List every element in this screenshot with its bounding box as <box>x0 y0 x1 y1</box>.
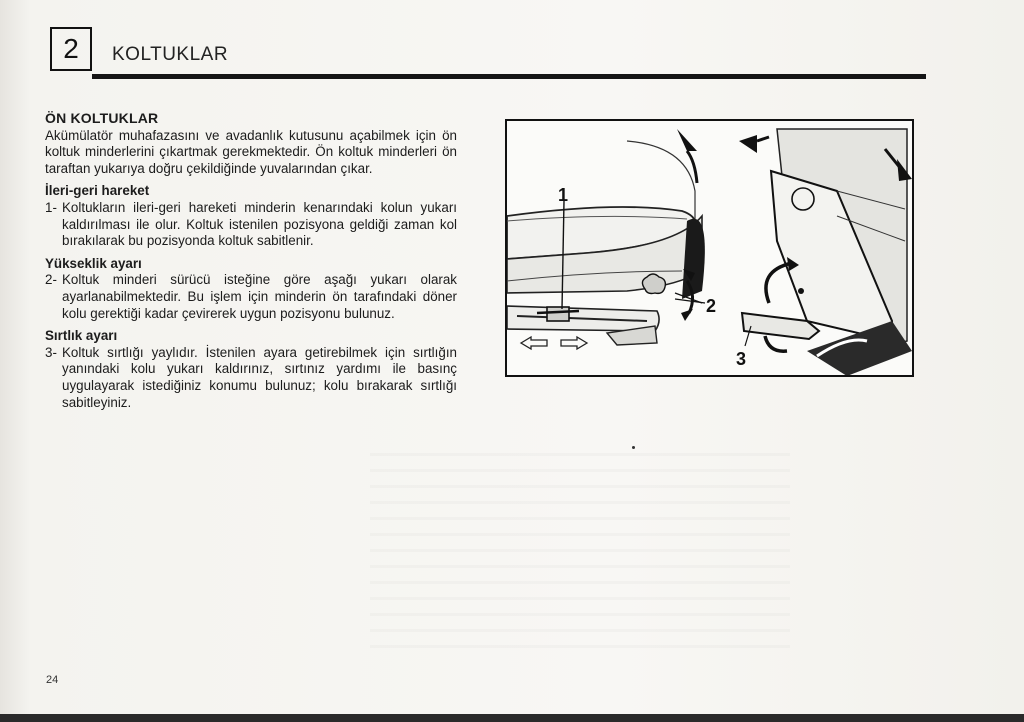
text-column <box>45 110 457 411</box>
intro-paragraph: Akümülatör muhafazasını ve avadanlık kutusunu açabilmek için ön koltuk minderlerini çıkartmak gerekmektedir. Ön koltuk minderleri ön taraftan yukarıya doğru çekildiğinde yuvalarından çıkar. <box>45 127 457 176</box>
seat-adjustment-figure <box>505 119 914 377</box>
subsection-title-forward-back: İleri-geri hareket <box>45 183 150 199</box>
list-item-backrest <box>45 345 457 411</box>
list-item-forward-back <box>45 200 457 250</box>
item-text: Koltuk sırtlığı yaylıdır. İstenilen ayara getirebilmek için sırtlığın yanındaki kolu yukarı kaldırınız, sırtınız yardımı ile basınç uygulayarak istediğiniz konumu bulunuz; kolu bırakarak sırtlığı sabitleyiniz. <box>62 344 457 410</box>
speck <box>632 446 635 449</box>
callout-2: 2 <box>706 296 717 316</box>
item-text: Koltukların ileri-geri hareketi minderin kenarındaki kolun yukarı kaldırılması ile olur. Koltuk istenilen pozisyona geldiği zaman kol bırakılarak bu pozisyonda koltuk sabitlenir. <box>62 199 457 249</box>
chapter-number-box <box>50 27 92 71</box>
show-through-text <box>370 440 790 650</box>
page-bottom-edge <box>0 714 1024 722</box>
header-rule <box>92 74 926 79</box>
item-number: 1- <box>45 199 57 215</box>
item-number: 2- <box>45 272 57 288</box>
subsection-title-backrest: Sırtlık ayarı <box>45 328 118 344</box>
chapter-number: 2 <box>63 33 79 64</box>
chapter-title: KOLTUKLAR <box>112 44 229 65</box>
list-item-height <box>45 272 457 322</box>
seat-illustration <box>507 121 914 377</box>
section-title: ÖN KOLTUKLAR <box>45 110 159 126</box>
subsection-title-height: Yükseklik ayarı <box>45 255 142 271</box>
item-number: 3- <box>45 344 57 360</box>
callout-3: 3 <box>736 349 747 369</box>
item-text: Koltuk minderi sürücü isteğine göre aşağı yukarı olarak ayarlanabilmektedir. Bu işlem için minderin ön tarafındaki döner kolu gerektiği kadar çevirerek uygun pozisyonu bulunuz. <box>62 272 457 321</box>
page-number: 24 <box>46 674 59 686</box>
callout-1: 1 <box>558 185 569 205</box>
